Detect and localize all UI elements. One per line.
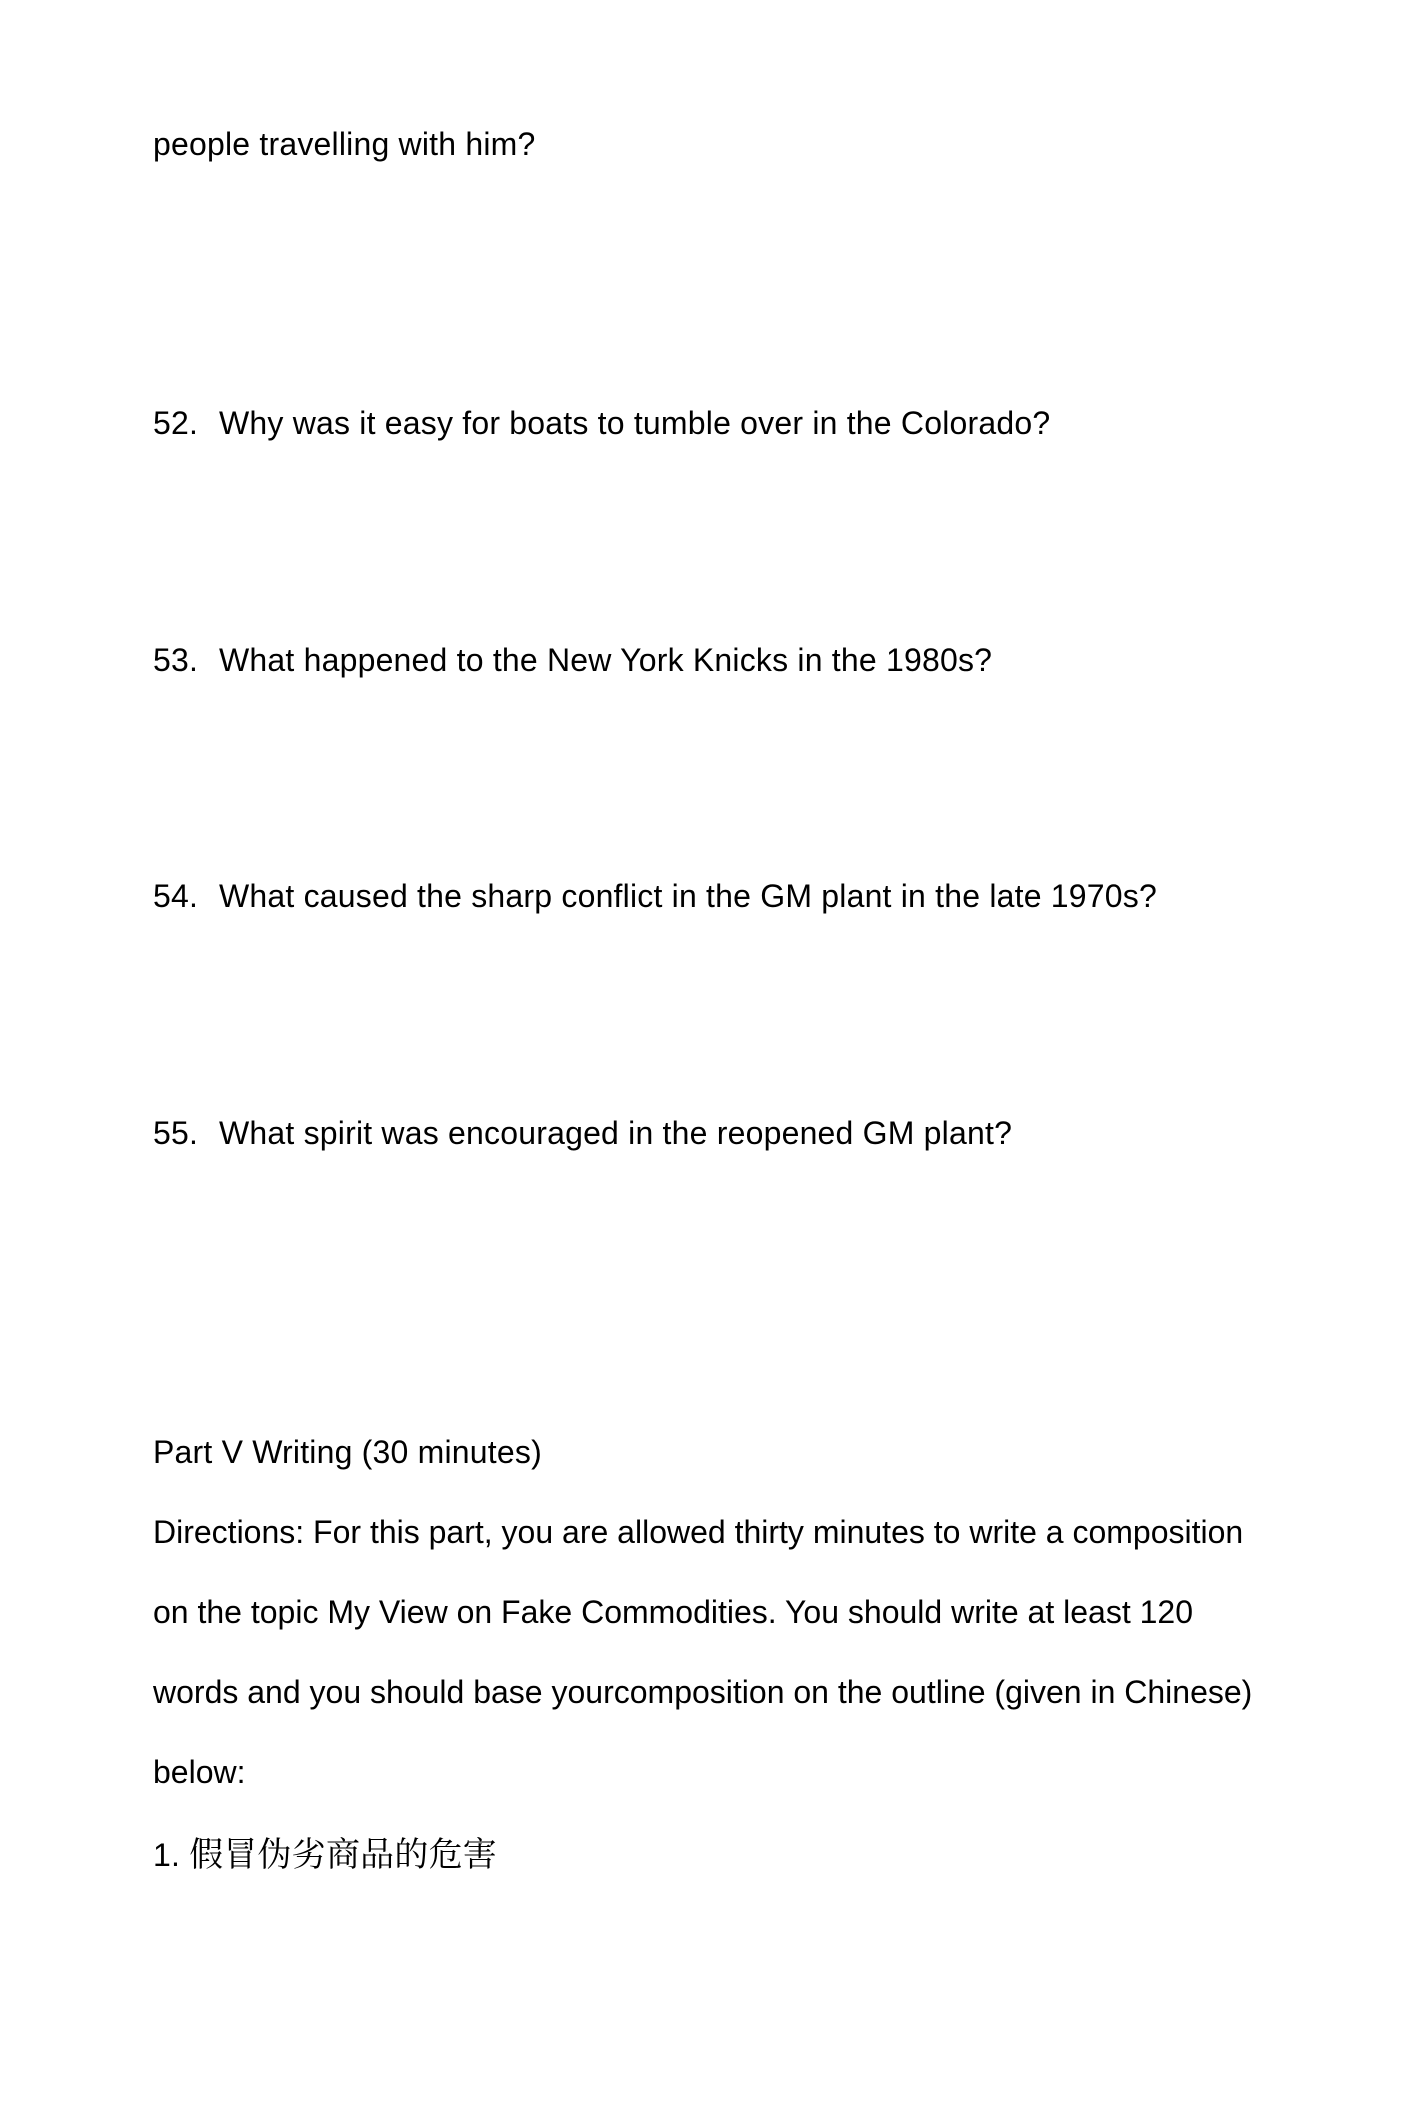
part-v-heading: Part V Writing (30 minutes) xyxy=(153,1434,542,1470)
question-number: 54. xyxy=(153,878,199,914)
question-54 xyxy=(153,876,1157,916)
directions-line-4: below: xyxy=(153,1754,246,1790)
question-number: 55. xyxy=(153,1115,199,1151)
question-55 xyxy=(153,1113,1012,1153)
question-52 xyxy=(153,403,1050,443)
directions-line-3: words and you should base yourcomposition on the outline (given in Chinese) xyxy=(153,1674,1253,1710)
directions-line-2: on the topic My View on Fake Commodities. You should write at least 120 xyxy=(153,1594,1193,1630)
question-number: 53. xyxy=(153,642,199,678)
question-text: What happened to the New York Knicks in the 1980s? xyxy=(219,642,993,678)
outline-item-1 xyxy=(153,1835,497,1875)
question-51-continuation: people travelling with him? xyxy=(153,126,536,162)
question-text: Why was it easy for boats to tumble over in the Colorado? xyxy=(219,405,1051,441)
outline-text: 假冒伪劣商品的危害 xyxy=(189,1835,497,1875)
question-53 xyxy=(153,640,992,680)
question-text: What spirit was encouraged in the reopened GM plant? xyxy=(219,1115,1013,1151)
directions-line-1: Directions: For this part, you are allowed thirty minutes to write a composition xyxy=(153,1514,1244,1550)
question-number: 52. xyxy=(153,405,199,441)
question-text: What caused the sharp conflict in the GM plant in the late 1970s? xyxy=(219,878,1157,914)
outline-number: 1. xyxy=(153,1837,181,1873)
